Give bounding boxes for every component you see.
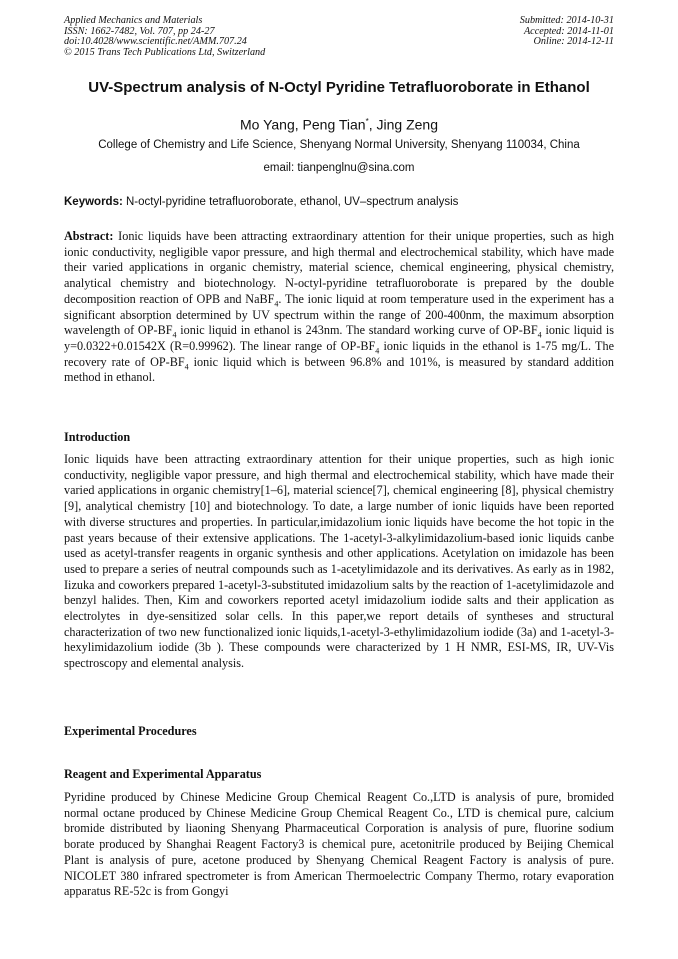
journal-name: Applied Mechanics and Materials bbox=[64, 15, 203, 26]
subscript-4: 4 bbox=[172, 330, 177, 340]
keywords-label: Keywords: bbox=[64, 196, 123, 208]
subscript-4: 4 bbox=[537, 330, 542, 340]
keywords-text: N-octyl-pyridine tetrafluoroborate, ethanol, UV–spectrum analysis bbox=[122, 196, 459, 208]
accepted-date: Accepted: 2014-11-01 bbox=[523, 25, 614, 37]
authors-part-1: Mo Yang, Peng Tian bbox=[240, 116, 366, 133]
reagent-heading: Reagent and Experimental Apparatus bbox=[64, 767, 262, 781]
dates-header bbox=[520, 16, 614, 48]
doi-line: doi:10.4028/www.scientific.net/AMM.707.24 bbox=[64, 36, 247, 48]
contact-email: email: tianpenglnu@sina.com bbox=[263, 162, 415, 174]
journal-header bbox=[64, 16, 265, 58]
introduction-heading: Introduction bbox=[64, 430, 131, 444]
affiliation: College of Chemistry and Life Science, Shenyang Normal University, Shenyang 110034, China bbox=[98, 139, 580, 151]
abstract-text-6: ionic liquid which is between 96.8% and 101%, is measured by standard addition method in ethanol. bbox=[64, 354, 614, 385]
abstract-text-1: Ionic liquids have been attracting extraordinary attention for their unique properties, such as high ionic conductivity, negligible vapor pressure, and high thermal and electrochemical stability, which have made their varied applications in organic chemistry, material science, chemical engineering, physical chemistry, analytical chemistry and biotechnology. N-octyl-pyridine tetrafluoroborate is prepared by the double decomposition reaction of OPB and NaBF bbox=[64, 229, 614, 306]
reagent-body: Pyridine produced by Chinese Medicine Group Chemical Reagent Co.,LTD is analysis of pure, bromided normal octane produced by Chinese Medicine Group Chemical Reagent Co., LTD is chemical pure, calcium bromide distributed by liaoning Shenyang Pharmaceutical Corporation is analysis of pure, fluorine sodium borate produced by Shanghai Reagent Factory3 is chemical pure, acetonitrile produced by Beijing Chemical Plant is analysis of pure, acetone produced by Shenyang Chemical Reagent Factory is analysis of pure. NICOLET 380 infrared spectrometer is from American Thermoelectric Company Thermo, rotary evaporation apparatus RE-52c is from Gongyi bbox=[64, 790, 614, 899]
submitted-date: Submitted: 2014-10-31 bbox=[519, 15, 614, 26]
abstract bbox=[64, 229, 614, 386]
abstract-label: Abstract: bbox=[64, 229, 114, 243]
online-date: Online: 2014-12-11 bbox=[533, 36, 614, 48]
keywords bbox=[64, 195, 616, 209]
abstract-text-4: ionic liquid is y=0.0322+0.01542X (R=0.99962). The linear range of OP-BF bbox=[64, 323, 615, 353]
subscript-4: 4 bbox=[184, 362, 189, 372]
corresponding-author-mark: * bbox=[365, 117, 369, 126]
subscript-4: 4 bbox=[274, 299, 279, 309]
abstract-text-5: ionic liquids in the ethanol is 1-75 mg/L. The recovery rate of OP-BF bbox=[64, 338, 614, 369]
paper-title: UV-Spectrum analysis of N-Octyl Pyridine Tetrafluoroborate in Ethanol bbox=[88, 79, 590, 96]
authors-part-2: , Jing Zeng bbox=[368, 116, 438, 133]
subscript-4: 4 bbox=[375, 346, 380, 356]
abstract-text-2: . The ionic liquid at room temperature used in the experiment has a significant absorption determined by UV spectrum within the range of 200-400nm, the maximum absorption wavelength of OP-BF bbox=[64, 291, 614, 338]
introduction-body: Ionic liquids have been attracting extraordinary attention for their unique properties, such as high ionic conductivity, negligible vapor pressure, and high thermal and electrochemical stability, which have made their varied applications in organic chemistry[1–6], material science[7], chemical engineering [8], physical chemistry [9], analytical chemistry [10] and biotechnology. To date, a large number of ionic liquids have been reported with diverse structures and properties. In particular,imidazolium ionic liquids have become the hot topic in the past years because of their extensive applications. The 1-acetyl-3-alkylimidazolium-based ionic liquids canbe used as acetyl-transfer reagents in organic synthesis and other applications. Acetylation on imidazole has been used to prepare a series of neutral compounds such as 1-acetylimidazole and its derivatives. As early as in 1982, Iizuka and coworkers prepared 1-acetyl-3-substituted imidazolium salts by the reaction of 1-acetylimidazole and benzyl halides. Then, Kim and coworkers reported acetyl imidazolium iodide salts and their application as electrolytes in dye-sensitized solar cells. In this paper,we report details of syntheses and structural characterization of two new functionalized ionic liquids,1-acetyl-3-ethylimidazolium iodide (3a) and 1-acetyl-3-hexylimidazolium iodide (3b ). These compounds were characterized by 1 H NMR, ESI-MS, IR, UV-Vis spectroscopy and elemental analysis. bbox=[64, 452, 614, 671]
experimental-heading: Experimental Procedures bbox=[64, 724, 197, 738]
copyright-line: © 2015 Trans Tech Publications Ltd, Switzerland bbox=[64, 46, 266, 58]
abstract-text-3: ionic liquid in ethanol is 243nm. The standard working curve of OP-BF bbox=[176, 323, 538, 338]
issn-line: ISSN: 1662-7482, Vol. 707, pp 24-27 bbox=[64, 25, 215, 37]
author-list bbox=[0, 113, 678, 134]
